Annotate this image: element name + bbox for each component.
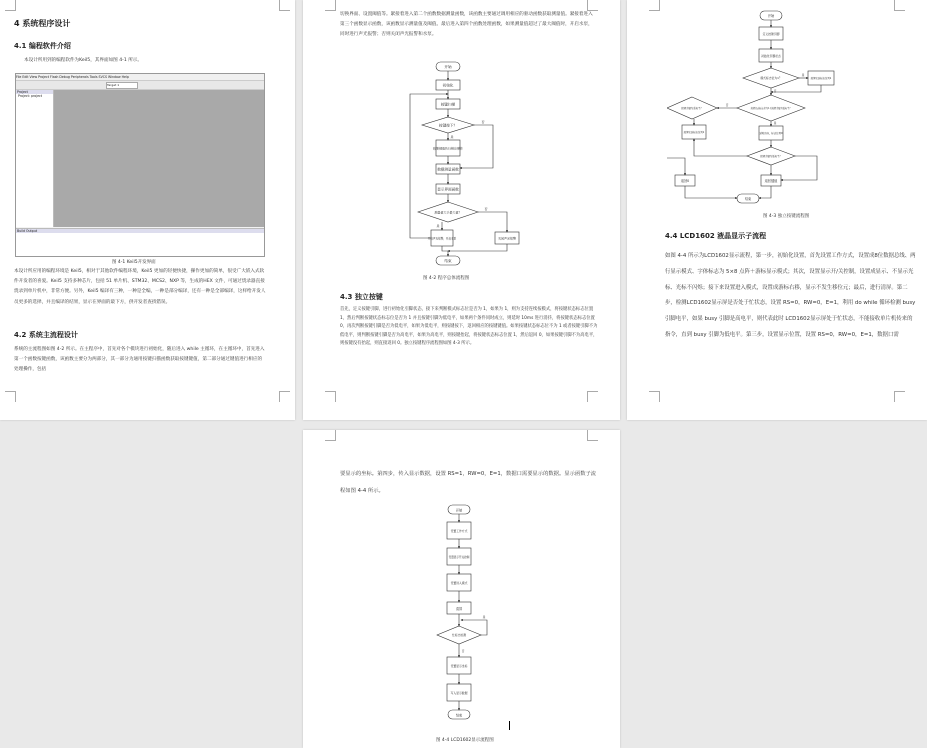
crop-mark [279, 0, 290, 11]
lcd-flow-yes: 是 [482, 616, 486, 619]
project-pane [16, 90, 54, 227]
keil5-screenshot [15, 73, 265, 257]
flow-yes-label: 是 [450, 135, 454, 139]
ide-menu-bar: File Edit View Project Flash Debug Peripherals Tools SVCS Window Help [16, 74, 264, 81]
crop-mark [325, 391, 336, 402]
btn-flow-low-q: 按键引脚为低电平？ [760, 155, 782, 158]
figure-caption-4-3: 图 4-3 独立按键流程图 [763, 214, 810, 219]
lcd-flow-clear: 清屏 [455, 607, 463, 611]
keil-paragraph: 本设计所应用的编程环境是 Keil5，相对于其他软件编程环境，Keil5 更加的轻便快捷，操作更加的简单，很受广大嵌入式软件开发者的喜爱。Keil5 支持多种芯片，包括 51 单片机、STM32、MCS2、NXP 等，生成的HEX 文件，可通过烧录器直接烧录到单片机中，非常方便。另外，Keil5 编译有三种，一种是全编，一种是部分编译，还有一种是全部编译，这样给开发人员更多的选择，并且编译的结果，显示在界面的最下方，供开发者查找错误。 [14, 269, 266, 305]
lcd-flow-start: 开始 [455, 508, 463, 513]
text-cursor [509, 721, 510, 730]
flow-init-text: 初始化 [442, 83, 454, 88]
flow-key-q-text: 按键按下？ [439, 123, 457, 128]
btn-flow-ret0: 返回0 [680, 179, 690, 183]
lcd-flow-pos: 设置显示坐标 [450, 664, 468, 668]
btn-flow-high-q: 按键引脚为高电平？ [681, 107, 703, 110]
crop-mark [587, 430, 598, 441]
document-page-3 [627, 0, 927, 420]
figure-caption-4-1: 图 4-1 Keil5开发界面 [112, 260, 156, 265]
flow-no-label-2: 否 [484, 207, 488, 211]
figure-caption-4-4: 图 4-4 LCD1602显示流程图 [436, 738, 494, 743]
crop-mark [325, 0, 336, 11]
crop-mark [587, 391, 598, 402]
section-heading-4-1: 4.1 编程软件介绍 [14, 42, 71, 50]
lcd-flowchart [423, 502, 503, 732]
crop-mark [325, 430, 336, 441]
document-page-1 [0, 0, 295, 420]
chapter-heading: 4 系统程序设计 [14, 19, 71, 28]
target-select: Target 1 [106, 82, 138, 89]
document-page-4 [303, 430, 620, 748]
intro-text: 本设计所用到的编程软件为Keil5，其界面如图 4-1 所示。 [24, 58, 142, 63]
flow-key-text: 按键扫描 [440, 102, 456, 107]
btn-flow-init: 初始化引脚状态 [761, 54, 781, 58]
crop-mark [894, 0, 905, 11]
main-flowchart [398, 60, 533, 270]
btn-flow-yes: 是 [801, 74, 805, 77]
flow-end-text: 结束 [444, 259, 452, 263]
flow-yes-label-2: 是 [436, 224, 440, 228]
btn-flow-def: 定义按键引脚 [762, 32, 780, 36]
flow-cmp-text: 测量值大于最大值？ [434, 210, 462, 215]
page4-top-paragraph: 要显示的坐标。第四步，传入显示数据，设置 RS=1，RW=0，E=1，数据口需要显示的数据。显示函数子流程如图 4-4 所示。 [340, 471, 597, 494]
flow-start-text: 开始 [444, 65, 452, 69]
flow-no-label: 否 [481, 120, 485, 124]
figure-caption-4-2: 图 4-2 程序总体流程图 [423, 276, 470, 281]
btn-flow-retkey: 返回键值 [764, 179, 778, 183]
btn-flow-mode-q: 模式标志位为1？ [760, 76, 782, 80]
btn-flow-no-2: 否 [725, 104, 729, 107]
lcd-flow-no: 否 [461, 650, 465, 653]
document-page-2 [303, 0, 620, 420]
lcd-flow-data: 写入显示数据 [450, 691, 468, 695]
button-flowchart [667, 8, 857, 208]
crop-mark [649, 391, 660, 402]
flow-measure-text: 数据测量函数 [437, 167, 459, 172]
project-pane-title: Project [16, 90, 53, 94]
lcd-paragraph: 如图 4-4 所示为LCD1602显示流程，第一步，初始化设置，首先设置工作方式，设置成8位数据总线、两行显示模式、字体标志为 5×8 点阵＋游标显示模式；其次，设置显示开/关控制，设置成显示、不显示光标、光标不闪烁；接下来设置进入模式，设置成游标右移，显示不发生移位元；最后，进行清屏。第二步，检测LCD1602显示屏是否处于忙状态，设置 RS=0，RW=0，E=1，利用 do while 循环检测 busy 引脚电平，如果 busy 引脚是高电平，则代表此时 LCD1602显示屏处于忙状态，不能接收单片机传来的指令，直到 busy 引脚为低电平。第三步，设置显示位置，设置 RS=0，RW=0，E=1，数据口需 [665, 253, 916, 338]
btn-flow-set1: 按键状态标志位置1 [810, 77, 832, 80]
lcd-flow-entry: 设置进入模式 [450, 581, 468, 585]
section-heading-4-3: 4.3 独立按键 [340, 293, 383, 301]
button-paragraph: 首先，定义按键引脚，进行初始化引脚状态，接下来判断模式标志位是否为 1，如果为 1，则为支持连续按模式，将按键状态标志位置 1，然后判断按键状态标志位是否为 1 并且按键引脚为低电平，如果两个条件同时成立，则延时 10ms 进行消抖，将按键状态标志位置 0，再次判断按键引脚是否为低电平，如果为低电平，则按键按下，返回相应的按键键值。如果按键状态标志位不为 1 或者按键引脚不为低电平，则判断按键引脚是否为高电平，如果为高电平，则按键抬起，将按键状态标志位置 1，然后返回 0，如果按键引脚不为高电平，则按键没有抬起，则直接返回 0。独立按键程序流程图如图 4-3 所示。 [340, 307, 598, 347]
lcd-flow-end: 结束 [455, 713, 463, 718]
section-heading-4-4: 4.4 LCD1602 液晶显示子流程 [665, 232, 767, 240]
lcd-flow-ctrl: 设置显示开关控制 [448, 556, 470, 559]
flow-display-text: 显示界面函数 [437, 187, 459, 192]
crop-mark [649, 0, 660, 11]
crop-mark [894, 391, 905, 402]
main-flow-paragraph: 系统的主流程图如图 4-2 所示。在主程序中，首先对各个模块进行初始化，随后进入 while 主循环，在主循环中，首先进入第一个函数按键函数，该函数主要分为两部分，其一部分为通用按键扫描函数获取按键键值，第二部分通过键值进行相应的处理操作，包括 [14, 347, 265, 373]
btn-flow-cond-q: 按键状态标志位为1且按键引脚为低电平？ [750, 107, 792, 110]
build-output-title: Build Output [16, 229, 264, 233]
crop-mark [5, 391, 16, 402]
crop-mark [5, 0, 16, 11]
btn-flow-delay: 延时消抖，标志位置0 [759, 132, 783, 135]
editor-area [54, 90, 264, 227]
btn-flow-end: 结束 [744, 197, 752, 201]
project-tree-item: Project: project [18, 94, 43, 98]
build-output-pane [16, 228, 264, 256]
lcd-flow-mode: 设置工作方式 [450, 529, 468, 533]
page2-top-paragraph: 切换界面、设置阈值等。紧接着进入第二个函数数据测量函数，该函数主要通过调用相应的驱动函数获取测量值。紧接着进入第三个函数显示函数，该函数显示测量值及阈值。最后进入第四个函数处理函数，如果测量值超过了最大阈值时，开启水泵，同时进行声光报警；否则关闭声光报警和水泵。 [340, 12, 593, 38]
crop-mark [279, 391, 290, 402]
btn-flow-setflag: 按键状态标志位置1 [683, 131, 705, 134]
flow-alarm-on-text: 开启声光报警，开启水泵 [427, 237, 457, 241]
btn-flow-start: 开始 [767, 14, 775, 18]
lcd-flow-busy-q: 忙标志检测 [452, 633, 466, 637]
ide-toolbar [16, 81, 264, 90]
flow-key-proc-text: 按照键值执行相应操作 [432, 146, 464, 151]
btn-flow-no: 否 [773, 90, 777, 93]
flow-alarm-off-text: 关闭声光报警 [497, 236, 517, 241]
btn-flow-yes-2: 是 [773, 122, 777, 125]
section-heading-4-2: 4.2 系统主流程设计 [14, 331, 78, 339]
